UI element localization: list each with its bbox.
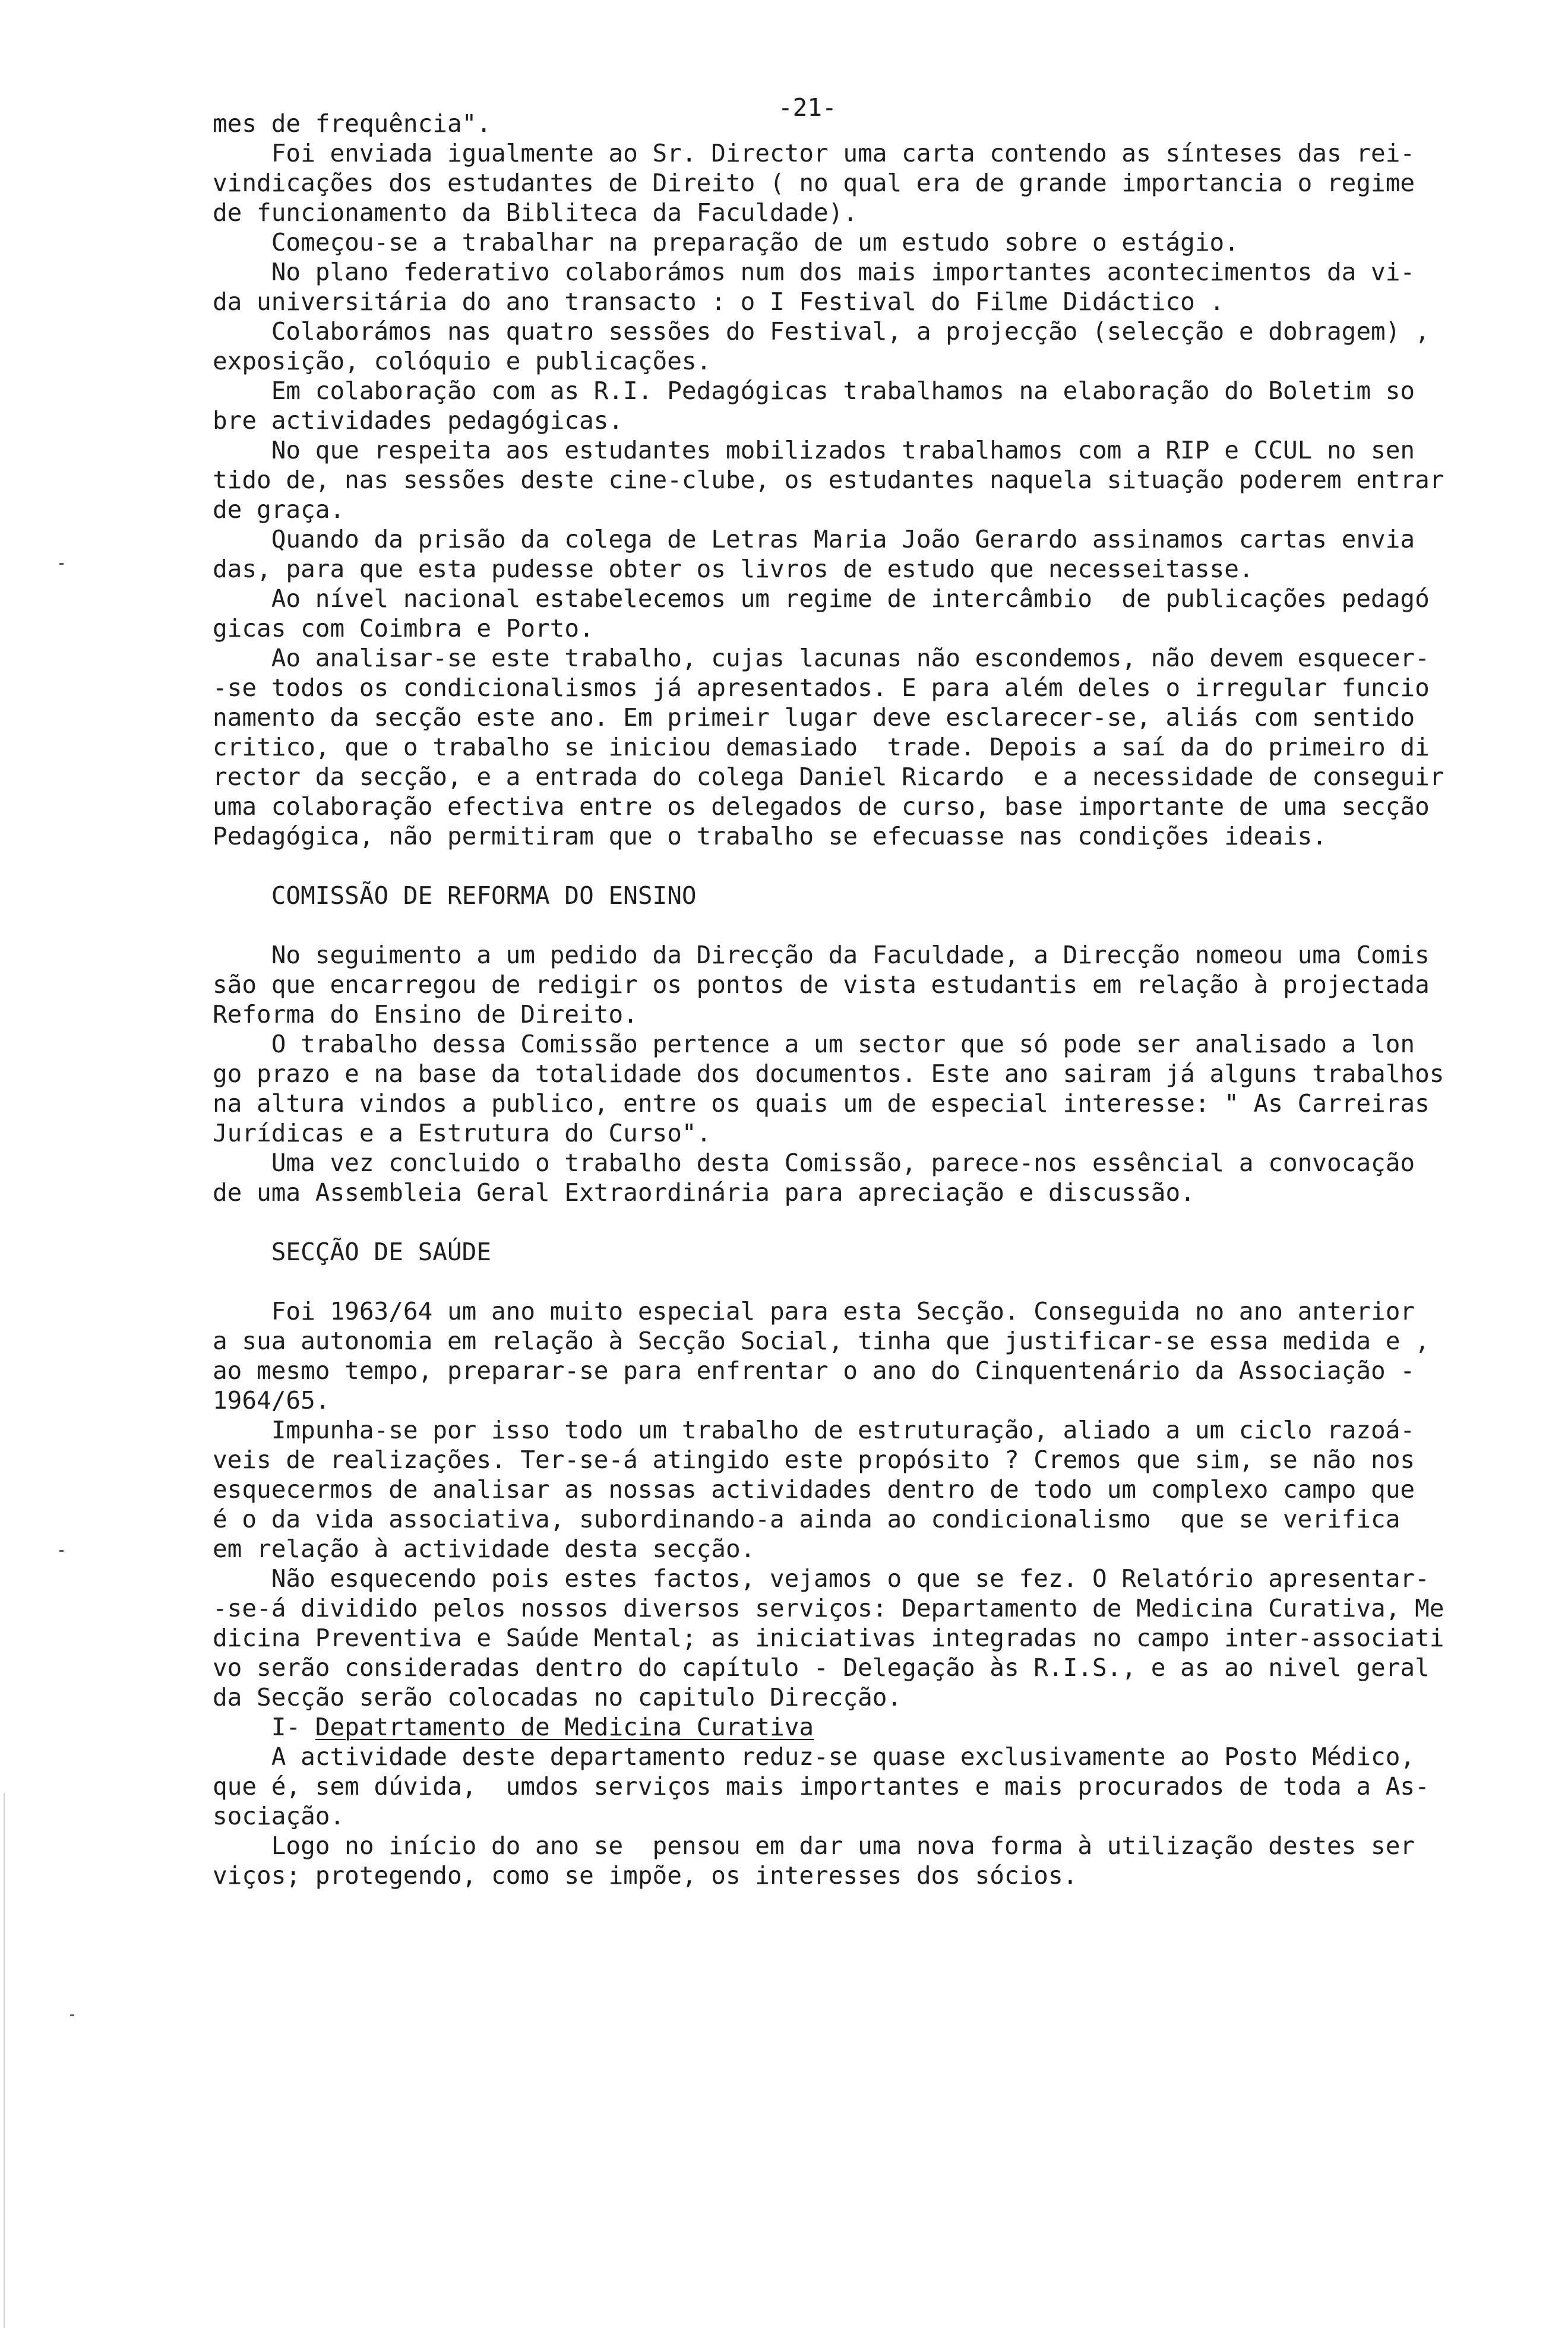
margin-speck	[59, 563, 64, 565]
text-line: No que respeita aos estudantes mobilizados trabalhamos com a RIP e CCUL no sen	[213, 436, 1415, 464]
text-line: No plano federativo colaborámos num dos mais importantes acontecimentos da vi-	[213, 258, 1415, 286]
text-line: a sua autonomia em relação à Secção Social, tinha que justificar-se essa medida e ,	[213, 1327, 1430, 1355]
subheading-line	[213, 1712, 1466, 1742]
text-line: Quando da prisão da colega de Letras Maria João Gerardo assinamos cartas envia	[213, 525, 1415, 553]
text-line: Ao analisar-se este trabalho, cujas lacunas não escondemos, não devem esquecer-	[213, 644, 1430, 672]
margin-speck	[70, 2014, 74, 2016]
subheading-prefix: I-	[213, 1713, 315, 1741]
body-text	[213, 109, 1466, 1890]
page-number: -21-	[778, 93, 837, 122]
text-line: exposição, colóquio e publicações.	[213, 347, 712, 375]
text-line: de funcionamento da Bibliteca da Faculdade).	[213, 198, 858, 227]
text-line: mes de frequência".	[213, 109, 491, 138]
text-line: é o da vida associativa, subordinando-a ainda ao condicionalismo que se verifica	[213, 1505, 1401, 1533]
text-line: -se-á dividido pelos nossos diversos serviços: Departamento de Medicina Curativa, Me	[213, 1594, 1444, 1622]
text-line: de uma Assembleia Geral Extraordinária para apreciação e discussão.	[213, 1178, 1195, 1207]
text-line: Foi enviada igualmente ao Sr. Director uma carta contendo as sínteses das rei-	[213, 139, 1415, 167]
text-line: dicina Preventiva e Saúde Mental; as iniciativas integradas no campo inter-associati	[213, 1624, 1444, 1652]
text-line: são que encarregou de redigir os pontos de vista estudantis em relação à projectada	[213, 970, 1430, 999]
text-line: sociação.	[213, 1802, 345, 1830]
text-line: das, para que esta pudesse obter os livros de estudo que necesseitasse.	[213, 555, 1254, 583]
text-line: Reforma do Ensino de Direito.	[213, 1000, 638, 1029]
text-line: Não esquecendo pois estes factos, vejamos o que se fez. O Relatório apresentar-	[213, 1564, 1430, 1593]
text-line: ao mesmo tempo, preparar-se para enfrentar o ano do Cinquentenário da Associação -	[213, 1356, 1415, 1385]
text-line: viços; protegendo, como se impõe, os interesses dos sócios.	[213, 1861, 1078, 1890]
text-line: Colaborámos nas quatro sessões do Festival, a projecção (selecção e dobragem) ,	[213, 317, 1430, 346]
scan-edge-line	[4, 1794, 5, 2328]
text-line: na altura vindos a publico, entre os quais um de especial interesse: " As Carreiras	[213, 1089, 1430, 1118]
text-line: vo serão consideradas dentro do capítulo - Delegação às R.I.S., e as ao nivel geral	[213, 1653, 1430, 1682]
text-line: -se todos os condicionalismos já apresentados. E para além deles o irregular funcio	[213, 673, 1430, 702]
text-line: critico, que o trabalho se iniciou demasiado trade. Depois a saí da do primeiro di	[213, 733, 1430, 761]
blank-line	[213, 1207, 1466, 1237]
blank-line	[213, 851, 1466, 881]
blank-line	[213, 1267, 1466, 1296]
text-line: Em colaboração com as R.I. Pedagógicas trabalhamos na elaboração do Boletim so	[213, 377, 1415, 405]
text-line: Pedagógica, não permitiram que o trabalho se efecuasse nas condições ideais.	[213, 822, 1327, 850]
text-line: Ao nível nacional estabelecemos um regime de intercâmbio de publicações pedagó	[213, 584, 1430, 613]
text-line: da Secção serão colocadas no capitulo Direcção.	[213, 1683, 902, 1712]
text-line: esquecermos de analisar as nossas actividades dentro de todo um complexo campo que	[213, 1475, 1415, 1504]
text-line: vindicações dos estudantes de Direito ( no qual era de grande importancia o regime	[213, 169, 1415, 197]
text-line: Foi 1963/64 um ano muito especial para esta Secção. Conseguida no ano anterior	[213, 1297, 1415, 1326]
text-line: veis de realizações. Ter-se-á atingido este propósito ? Cremos que sim, se não nos	[213, 1445, 1415, 1474]
text-line: Impunha-se por isso todo um trabalho de estruturação, aliado a um ciclo razoá-	[213, 1416, 1415, 1444]
text-line: gicas com Coimbra e Porto.	[213, 614, 594, 643]
text-line: Começou-se a trabalhar na preparação de um estudo sobre o estágio.	[213, 228, 1239, 257]
text-line: de graça.	[213, 495, 345, 524]
blank-line	[213, 910, 1466, 940]
text-line: Uma vez concluido o trabalho desta Comissão, parece-nos essêncial a convocação	[213, 1149, 1415, 1177]
text-line: bre actividades pedagógicas.	[213, 406, 624, 435]
text-line: go prazo e na base da totalidade dos documentos. Este ano sairam já alguns trabalhos	[213, 1059, 1444, 1088]
margin-speck	[59, 1550, 64, 1552]
text-line: Jurídicas e a Estrutura do Curso".	[213, 1119, 712, 1147]
section-heading-reforma: COMISSÃO DE REFORMA DO ENSINO	[213, 881, 697, 910]
underlined-subheading: Depatrtamento de Medicina Curativa	[315, 1713, 814, 1741]
text-line: namento da secção este ano. Em primeir lugar deve esclarecer-se, aliás com sentido	[213, 703, 1415, 732]
text-line: rector da secção, e a entrada do colega Daniel Ricardo e a necessidade de conseguir	[213, 763, 1444, 791]
text-line: em relação à actividade desta secção.	[213, 1535, 755, 1563]
text-line: da universitária do ano transacto : o I Festival do Filme Didáctico .	[213, 287, 1225, 316]
text-line: Logo no início do ano se pensou em dar uma nova forma à utilização destes ser	[213, 1832, 1415, 1860]
text-line: O trabalho dessa Comissão pertence a um sector que só pode ser analisado a lon	[213, 1030, 1415, 1058]
text-line: 1964/65.	[213, 1386, 330, 1415]
text-line: A actividade deste departamento reduz-se quase exclusivamente ao Posto Médico,	[213, 1742, 1415, 1771]
text-line: que é, sem dúvida, umdos serviços mais importantes e mais procurados de toda a As-	[213, 1772, 1430, 1801]
text-line: No seguimento a um pedido da Direcção da Faculdade, a Direcção nomeou uma Comis	[213, 941, 1430, 969]
section-heading-saude: SECÇÃO DE SAÚDE	[213, 1238, 491, 1266]
text-line: tido de, nas sessões deste cine-clube, os estudantes naquela situação poderem entrar	[213, 466, 1444, 494]
text-line: uma colaboração efectiva entre os delegados de curso, base importante de uma secção	[213, 792, 1430, 821]
